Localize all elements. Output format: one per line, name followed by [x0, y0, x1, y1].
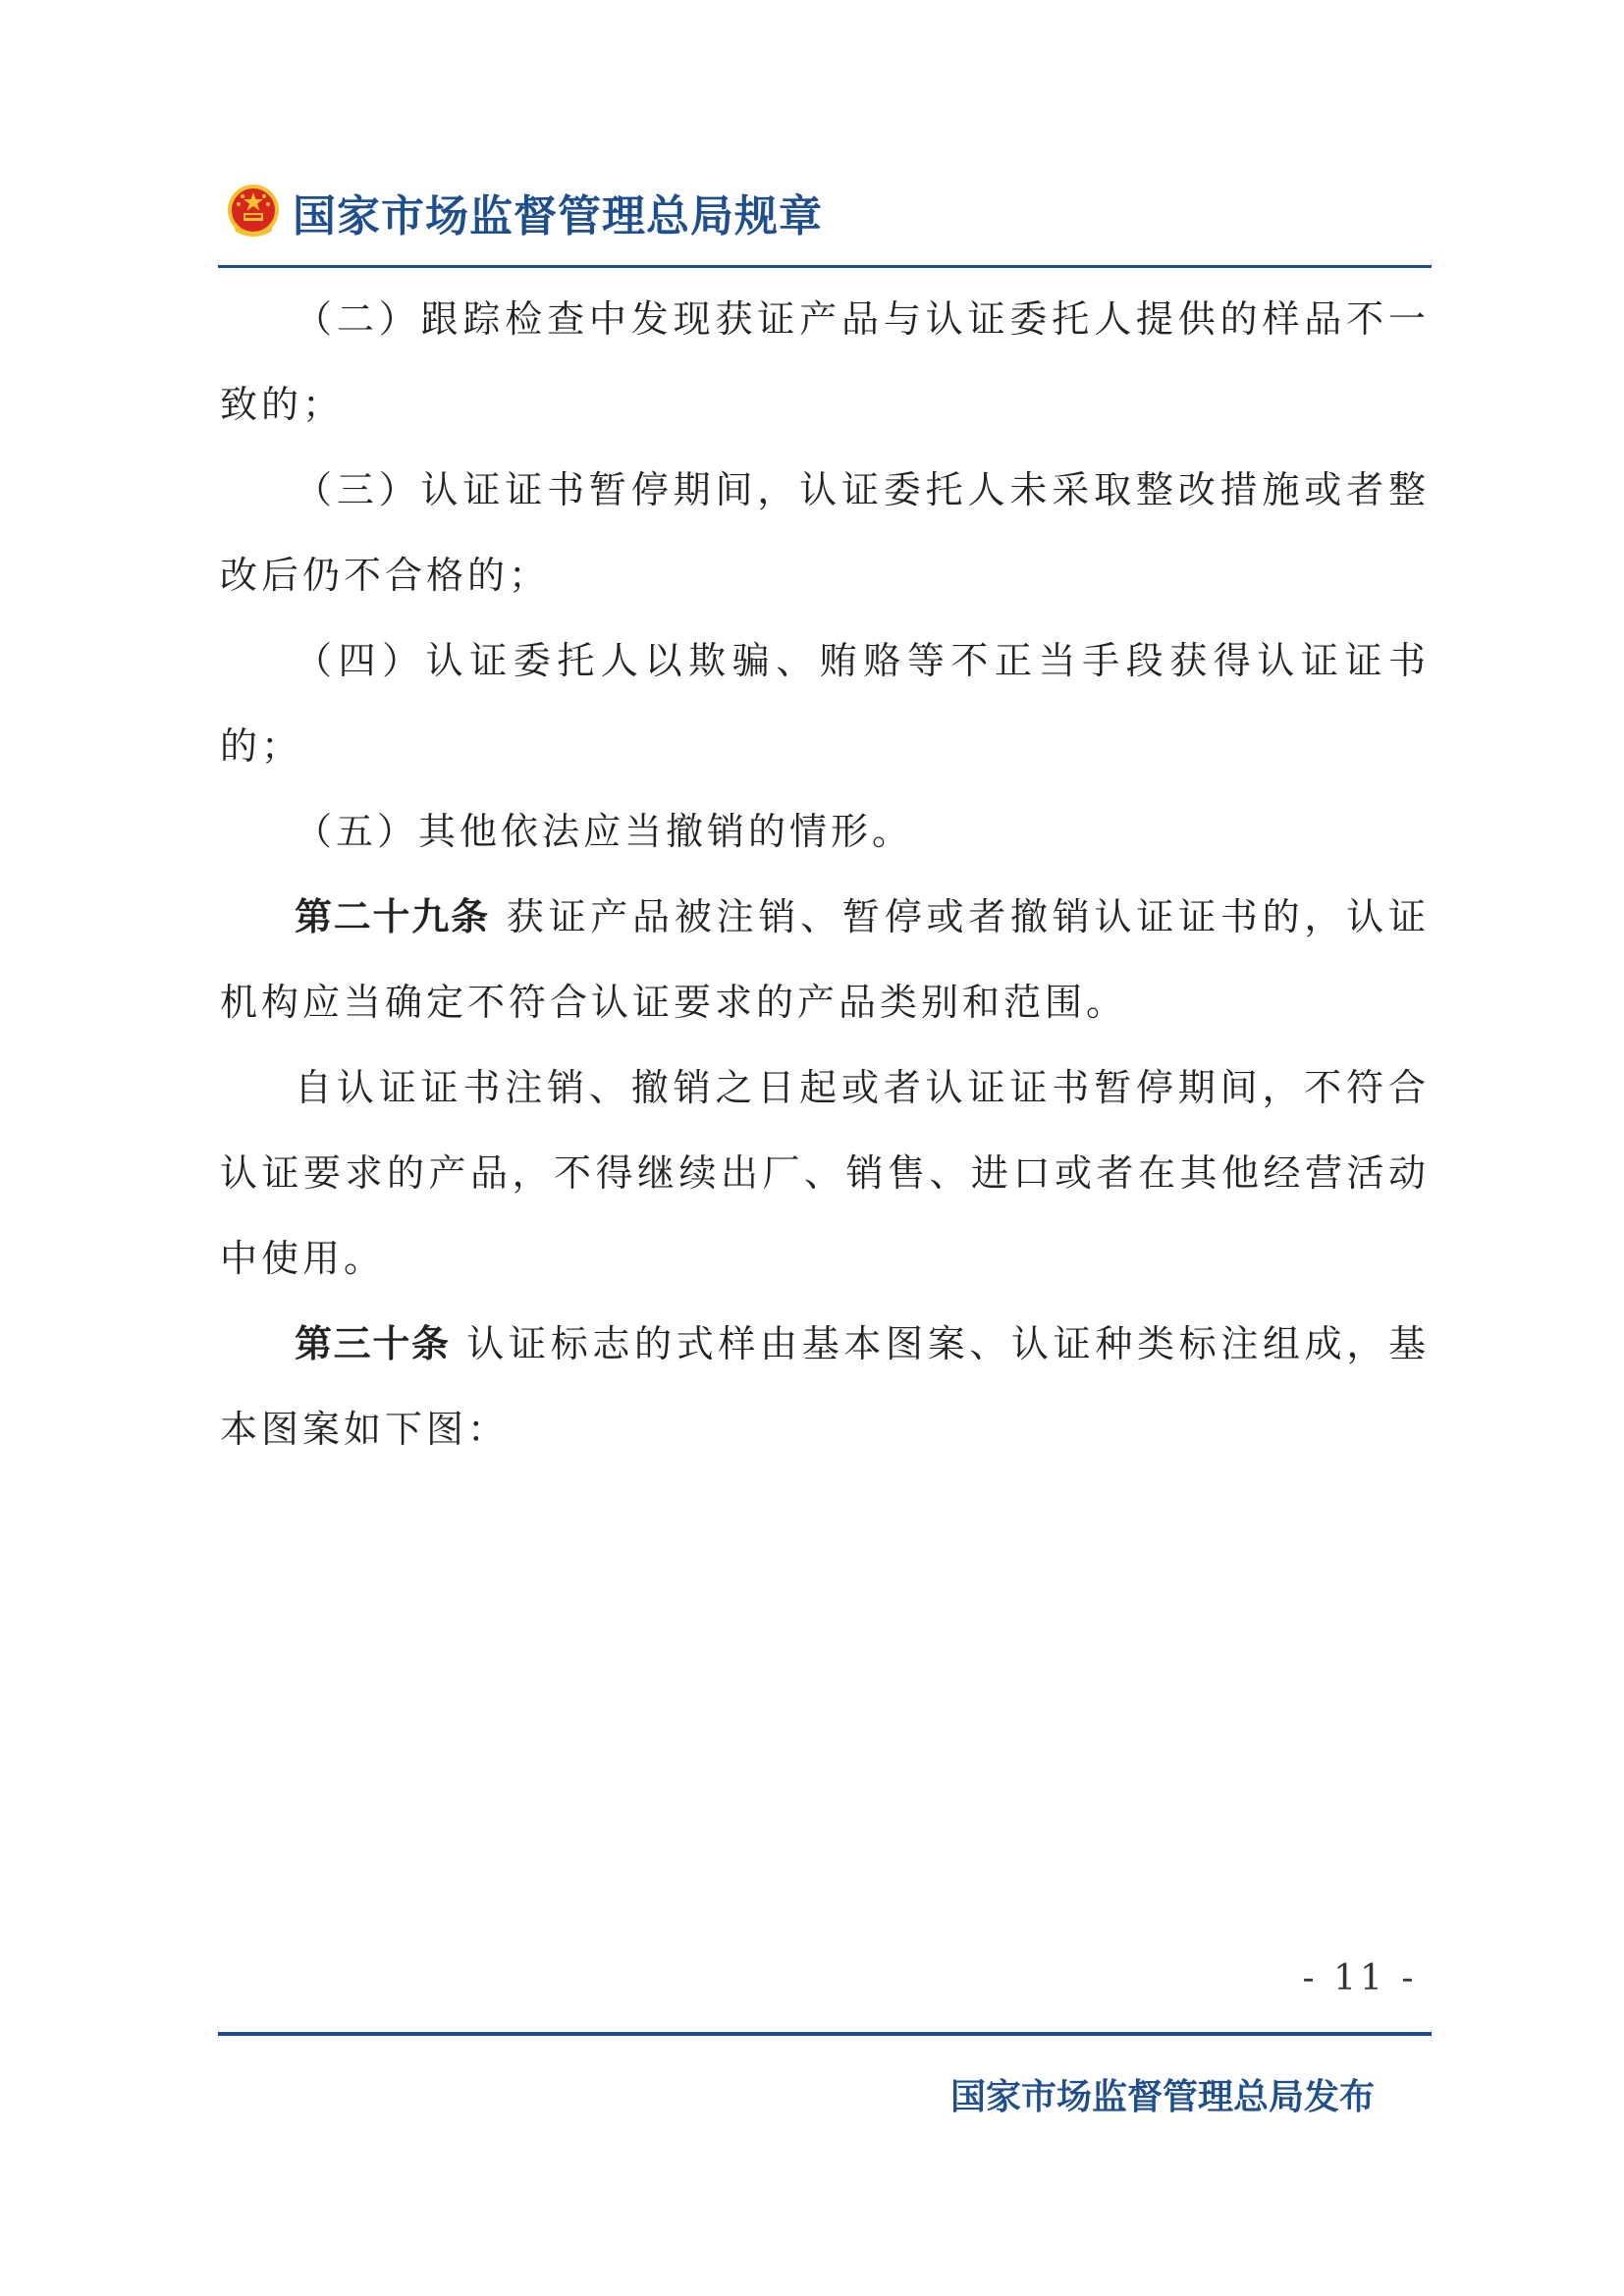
- article-29-heading: 第二十九条: [295, 895, 490, 938]
- article-29-paragraph-2: 自认证证书注销、撤销之日起或者认证证书暂停期间，不符合认证要求的产品，不得继续出厂、销售、进口或者在其他经营活动中使用。: [220, 1066, 1430, 1280]
- article-30-heading: 第三十条: [295, 1322, 451, 1365]
- document-body: [220, 277, 1430, 1472]
- national-emblem-icon: [224, 183, 283, 241]
- article-29: [220, 875, 1430, 1045]
- footer-divider: [218, 2032, 1432, 2036]
- article-30-text: 认证标志的式样由基本图案、认证种类标注组成，基本图案如下图：: [220, 1322, 1430, 1451]
- page-number: - 11 -: [1302, 1958, 1418, 1999]
- article-30: [220, 1302, 1430, 1472]
- clause-2: （二）跟踪检查中发现获证产品与认证委托人提供的样品不一致的；: [220, 297, 1430, 426]
- clause-4: （四）认证委托人以欺骗、贿赂等不正当手段获得认证证书的；: [220, 639, 1430, 768]
- header-title: 国家市场监督管理总局规章: [293, 191, 823, 241]
- page-header: [224, 177, 823, 247]
- header-divider: [218, 265, 1432, 268]
- footer-publisher: 国家市场监督管理总局发布: [949, 2077, 1375, 2117]
- article-29-text: 获证产品被注销、暂停或者撤销认证证书的，认证机构应当确定不符合认证要求的产品类别和范围。: [220, 895, 1430, 1024]
- clause-3: （三）认证证书暂停期间，认证委托人未采取整改措施或者整改后仍不合格的；: [220, 468, 1430, 597]
- clause-5: （五）其他依法应当撤销的情形。: [295, 810, 914, 853]
